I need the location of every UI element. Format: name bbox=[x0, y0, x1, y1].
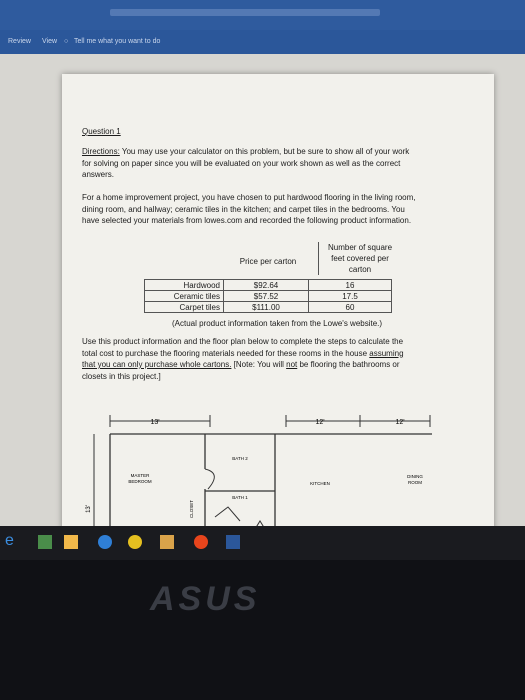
material-price: $92.64 bbox=[224, 280, 309, 291]
dimension-label: 13' bbox=[150, 419, 160, 426]
material-name: Carpet tiles bbox=[145, 302, 224, 313]
col-header-sqft bbox=[318, 242, 401, 275]
title-bar bbox=[0, 0, 525, 30]
app-icon[interactable] bbox=[194, 535, 208, 549]
instructions-underline: that you can only purchase whole cartons. bbox=[82, 360, 232, 369]
material-sqft: 16 bbox=[309, 280, 392, 291]
directions-text: answers. bbox=[82, 170, 115, 179]
taskbar bbox=[0, 526, 525, 560]
lightbulb-icon: ○ bbox=[64, 38, 69, 45]
intro-line: dining room, and hallway; ceramic tiles in the kitchen; and carpet tiles in the bedrooms. You bbox=[82, 204, 405, 214]
paint-icon[interactable] bbox=[160, 535, 174, 549]
table-row bbox=[145, 291, 392, 302]
material-sqft: 60 bbox=[309, 302, 392, 313]
directions-label: Directions: bbox=[82, 147, 120, 156]
room-label-bedroom: BEDROOM bbox=[128, 479, 152, 484]
room-label-bath-2: BATH 2 bbox=[232, 456, 248, 461]
instructions-line: closets in this project.] bbox=[82, 371, 161, 381]
col-header-price: Price per carton bbox=[239, 257, 297, 266]
instructions-line: be flooring the bathrooms or bbox=[297, 360, 400, 369]
floor-plan bbox=[80, 409, 480, 534]
instructions-underline: not bbox=[286, 360, 298, 369]
door-swing bbox=[215, 507, 240, 521]
dimension-label: 12' bbox=[395, 419, 405, 426]
directions-paragraph bbox=[82, 146, 482, 181]
intro-line: For a home improvement project, you have chosen to put hardwood flooring in the living room, bbox=[82, 193, 416, 202]
ribbon bbox=[0, 30, 525, 54]
material-price: $111.00 bbox=[224, 302, 309, 313]
directions-text: You may use your calculator on this problem, but be sure to show all of your work bbox=[119, 147, 410, 156]
edge-icon[interactable]: e bbox=[5, 532, 14, 549]
col-header-sqft-line: Number of square bbox=[327, 243, 393, 252]
room-label-kitchen: KITCHEN bbox=[310, 481, 330, 486]
laptop-bezel bbox=[0, 560, 525, 700]
file-explorer-icon[interactable] bbox=[64, 535, 78, 549]
materials-table bbox=[144, 279, 392, 313]
material-name: Ceramic tiles bbox=[145, 291, 224, 302]
room-label-dining: DINING bbox=[407, 474, 423, 479]
dimension-label: 13' bbox=[86, 505, 92, 513]
room-label-room: ROOM bbox=[408, 480, 422, 485]
question-title: Question 1 bbox=[82, 127, 121, 136]
tell-me-input[interactable]: Tell me what you want to do bbox=[74, 38, 161, 45]
directions-text: for solving on paper since you will be evaluated on your work shown as well as the correct bbox=[82, 158, 401, 168]
table-row bbox=[145, 280, 392, 291]
room-label-closet: CLOSET bbox=[189, 499, 194, 519]
instructions-line: total cost to purchase the flooring materials needed for these rooms in the house bbox=[82, 348, 370, 358]
col-header-sqft-line: carton bbox=[348, 265, 372, 274]
col-header-sqft-line: feet covered per bbox=[331, 254, 389, 263]
word-icon[interactable] bbox=[226, 535, 240, 549]
tab-view[interactable]: View bbox=[42, 38, 58, 45]
instructions-line: [Note: You will bbox=[231, 360, 287, 369]
document-page[interactable] bbox=[62, 74, 494, 534]
brand-logo: ASUS bbox=[150, 580, 261, 618]
room-label-master: MASTER bbox=[130, 473, 150, 478]
room-label-bath-1: BATH 1 bbox=[232, 495, 248, 500]
window-title-blur bbox=[110, 9, 380, 16]
material-sqft: 17.5 bbox=[309, 291, 392, 302]
table-note: (Actual product information taken from the Lowe's website.) bbox=[172, 319, 383, 328]
material-name: Hardwood bbox=[145, 280, 224, 291]
dimension-label: 12' bbox=[315, 419, 325, 426]
intro-paragraph bbox=[82, 192, 492, 227]
media-icon[interactable] bbox=[98, 535, 112, 549]
table-row bbox=[145, 302, 392, 313]
door-swing bbox=[205, 469, 214, 489]
material-price: $57.52 bbox=[224, 291, 309, 302]
store-icon[interactable] bbox=[38, 535, 52, 549]
chrome-icon[interactable] bbox=[128, 535, 142, 549]
instructions-line: Use this product information and the floor plan below to complete the steps to calculate the bbox=[82, 337, 404, 346]
instructions-paragraph bbox=[82, 336, 492, 382]
tab-review[interactable]: Review bbox=[8, 38, 31, 45]
intro-line: have selected your materials from lowes.com and recorded the following product information. bbox=[82, 216, 412, 225]
instructions-underline: assuming bbox=[369, 348, 404, 358]
